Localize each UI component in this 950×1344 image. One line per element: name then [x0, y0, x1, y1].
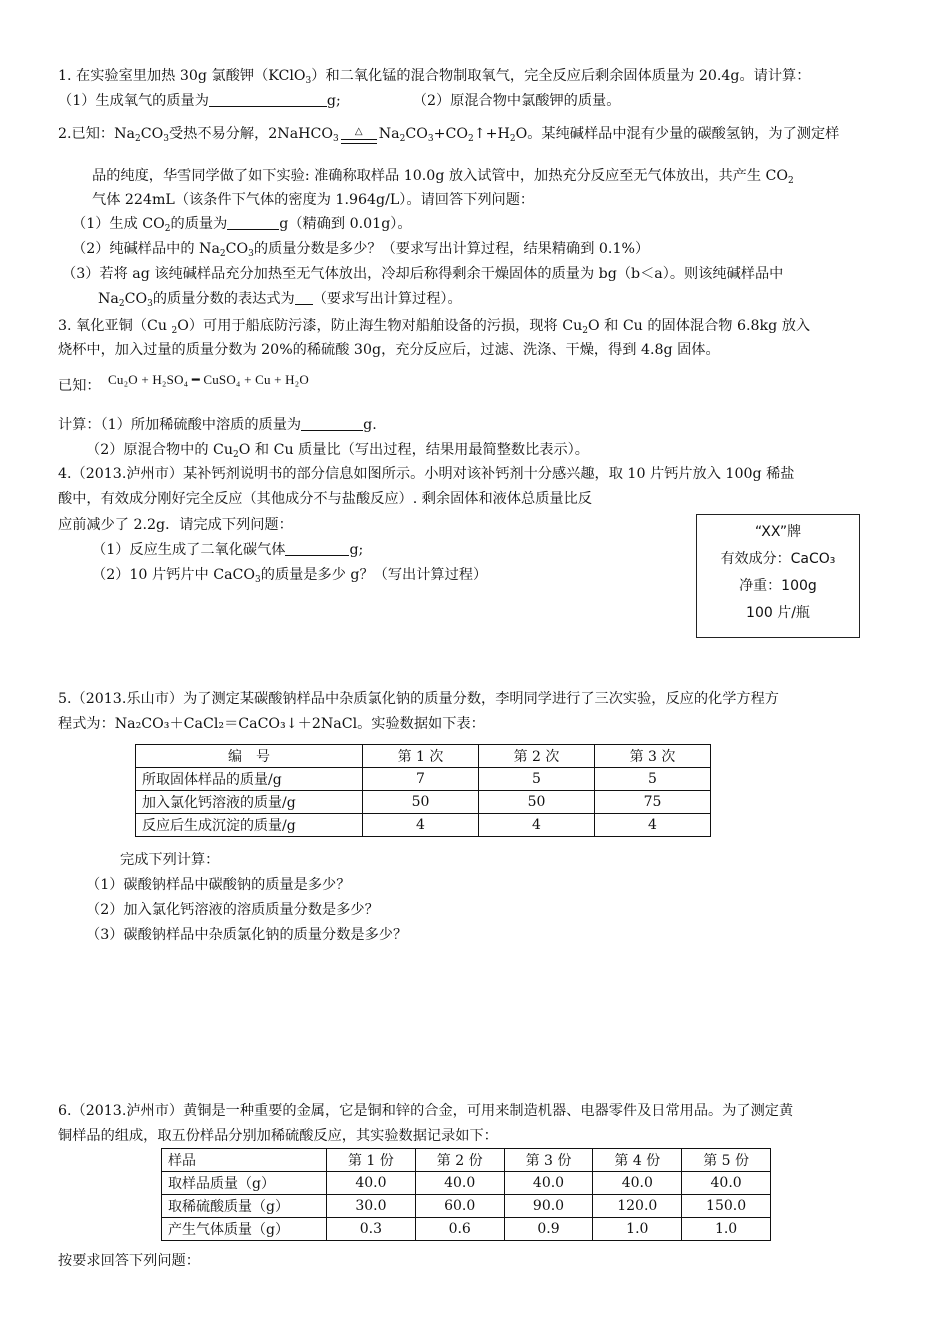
table-cell: 第 3 份	[504, 1149, 593, 1172]
table-cell: 0.6	[415, 1218, 504, 1241]
table-cell: 第 2 份	[415, 1149, 504, 1172]
table-cell: 40.0	[593, 1172, 682, 1195]
q2-line-5: （2）纯碱样品中的 $Na_2CO_3$的质量分数是多少？（要求写出计算过程，结果精确到 0.1%）	[72, 241, 650, 259]
table-cell: 40.0	[682, 1172, 771, 1195]
q2-line-3: 气体 224mL（该条件下气体的密度为 1.964g/L）。请回答下列问题：	[92, 192, 535, 208]
q5-data-table	[135, 744, 711, 837]
q2-line-1: 2.已知：$Na_2CO_3$受热不易分解，2NaHCO$_3$△ $Na_2CO_3+CO_2↑+H_2O$。某纯碱样品中混有少量的碳酸氢钠，为了测定样	[58, 126, 840, 144]
table-cell: 第 5 份	[682, 1149, 771, 1172]
q5-line-2: 程式为：Na₂CO₃＋CaCl₂＝CaCO₃↓＋2NaCl。实验数据如下表：	[58, 716, 485, 732]
table-cell: 50	[363, 791, 479, 814]
table-cell: 4	[479, 814, 595, 837]
table-cell: 编 号	[136, 745, 363, 768]
answer-blank[interactable]	[227, 215, 279, 230]
label-weight: 净重：100g	[739, 578, 817, 594]
table-cell: 0.3	[327, 1218, 416, 1241]
supplement-label-image	[696, 514, 860, 638]
q2-line-4: （1）生成 $CO_2$的质量为 g（精确到 0.01g）。	[72, 216, 412, 234]
answer-blank[interactable]	[301, 416, 363, 431]
q2-line-2: 品的纯度，华雪同学做了如下实验: 准确称取样品 10.0g 放入试管中，加热充分反应至无气体放出，共产生 $CO_2$	[92, 168, 794, 186]
table-row	[162, 1172, 771, 1195]
q5-line-5: （2）加入氯化钙溶液的溶质质量分数是多少？	[86, 902, 379, 918]
table-cell: 4	[363, 814, 479, 837]
q4-line-3: 应前减少了 2.2g．请完成下列问题：	[58, 517, 293, 533]
q1-line-2: （1）生成氧气的质量为 g; （2）原混合物中氯酸钾的质量。	[58, 93, 621, 109]
table-cell: 40.0	[415, 1172, 504, 1195]
q4-line-4: （1）反应生成了二氧化碳气体 g;	[92, 542, 364, 558]
table-cell: 1.0	[682, 1218, 771, 1241]
answer-blank[interactable]	[285, 541, 349, 556]
q2-line-7: $Na_2CO_3$的质量分数的表达式为 （要求写出计算过程）。	[98, 291, 462, 309]
table-cell: 所取固体样品的质量/g	[136, 768, 363, 791]
label-ingredient: 有效成分：CaCO₃	[720, 551, 836, 567]
table-cell: 5	[479, 768, 595, 791]
table-cell: 4	[595, 814, 711, 837]
answer-blank[interactable]	[295, 290, 313, 305]
q6-line-3: 按要求回答下列问题：	[58, 1253, 200, 1269]
table-cell: 第 3 次	[595, 745, 711, 768]
table-cell: 150.0	[682, 1195, 771, 1218]
table-cell: 30.0	[327, 1195, 416, 1218]
q4-line-2: 酸中，有效成分刚好完全反应（其他成分不与盐酸反应）. 剩余固体和液体总质量比反	[58, 491, 592, 507]
q3-line-5: （2）原混合物中的 $Cu_2O$ 和 Cu 质量比（写出过程，结果用最简整数比表示）。	[86, 442, 589, 460]
q5-line-3: 完成下列计算：	[120, 852, 220, 868]
table-cell: 40.0	[327, 1172, 416, 1195]
table-cell: 取样品质量（g）	[162, 1172, 327, 1195]
table-cell: 0.9	[504, 1218, 593, 1241]
table-cell: 第 4 份	[593, 1149, 682, 1172]
table-cell: 反应后生成沉淀的质量/g	[136, 814, 363, 837]
q3-line-4: 计算：（1）所加稀硫酸中溶质的质量为 g.	[58, 417, 377, 433]
q3-known-label: 已知：	[58, 378, 101, 394]
q5-line-1: 5.（2013.乐山市）为了测定某碳酸钠样品中杂质氯化钠的质量分数，李明同学进行了三次实验，反应的化学方程方	[58, 691, 779, 707]
table-cell: 第 2 次	[479, 745, 595, 768]
table-cell: 第 1 次	[363, 745, 479, 768]
q6-line-2: 铜样品的组成，取五份样品分别加稀硫酸反应，其实验数据记录如下：	[58, 1128, 498, 1144]
table-header-row	[136, 745, 711, 768]
table-cell: 90.0	[504, 1195, 593, 1218]
q1-line-1: 1. 在实验室里加热 30g 氯酸钾（KClO$_3$）和二氧化锰的混合物制取氧气，完全反应后剩余固体质量为 20.4g。请计算：	[58, 68, 811, 86]
table-cell: 第 1 份	[327, 1149, 416, 1172]
table-cell: 5	[595, 768, 711, 791]
q2-line-6: （3）若将 ag 该纯碱样品充分加热至无气体放出，冷却后称得剩余干燥固体的质量为 bg（b＜a）。则该纯碱样品中	[62, 266, 784, 282]
q6-line-1: 6.（2013.泸州市）黄铜是一种重要的金属，它是铜和锌的合金，可用来制造机器、电器零件及日常用品。为了测定黄	[58, 1103, 794, 1119]
table-cell: 取稀硫酸质量（g）	[162, 1195, 327, 1218]
q3-line-1: 3. 氧化亚铜（Cu $_2$O）可用于船底防污漆，防止海生物对船舶设备的污损，现将 $Cu_2O$ 和 Cu 的固体混合物 6.8kg 放入	[58, 318, 811, 336]
table-header-row	[162, 1149, 771, 1172]
table-cell: 60.0	[415, 1195, 504, 1218]
q6-data-table	[161, 1148, 771, 1241]
table-cell: 1.0	[593, 1218, 682, 1241]
table-row	[136, 814, 711, 837]
label-brand: “XX”牌	[754, 524, 802, 540]
table-cell: 120.0	[593, 1195, 682, 1218]
table-row	[162, 1195, 771, 1218]
table-cell: 75	[595, 791, 711, 814]
answer-blank[interactable]	[209, 92, 327, 107]
table-cell: 样品	[162, 1149, 327, 1172]
table-cell: 50	[479, 791, 595, 814]
table-row	[136, 791, 711, 814]
q5-line-4: （1）碳酸钠样品中碳酸钠的质量是多少？	[86, 877, 351, 893]
table-cell: 7	[363, 768, 479, 791]
q4-line-1: 4.（2013.泸州市）某补钙剂说明书的部分信息如图所示。小明对该补钙剂十分感兴趣，取 10 片钙片放入 100g 稀盐	[58, 466, 795, 482]
heat-condition-symbol: △	[339, 124, 379, 146]
q5-line-6: （3）碳酸钠样品中杂质氯化钠的质量分数是多少？	[86, 927, 408, 943]
table-cell: 加入氯化钙溶液的质量/g	[136, 791, 363, 814]
table-cell: 产生气体质量（g）	[162, 1218, 327, 1241]
label-count: 100 片/瓶	[746, 605, 810, 621]
table-cell: 40.0	[504, 1172, 593, 1195]
table-row	[136, 768, 711, 791]
q3-equation-image: Cu₂O + H₂SO₄ ━ CuSO₄ + Cu + H₂O	[108, 372, 309, 387]
q4-line-5: （2）10 片钙片中 CaCO$_3$的质量是多少 g？（写出计算过程）	[92, 567, 488, 585]
table-row	[162, 1218, 771, 1241]
q3-line-2: 烧杯中，加入过量的质量分数为 20%的稀硫酸 30g，充分反应后，过滤、洗涤、干燥，得到 4.8g 固体。	[58, 342, 720, 358]
